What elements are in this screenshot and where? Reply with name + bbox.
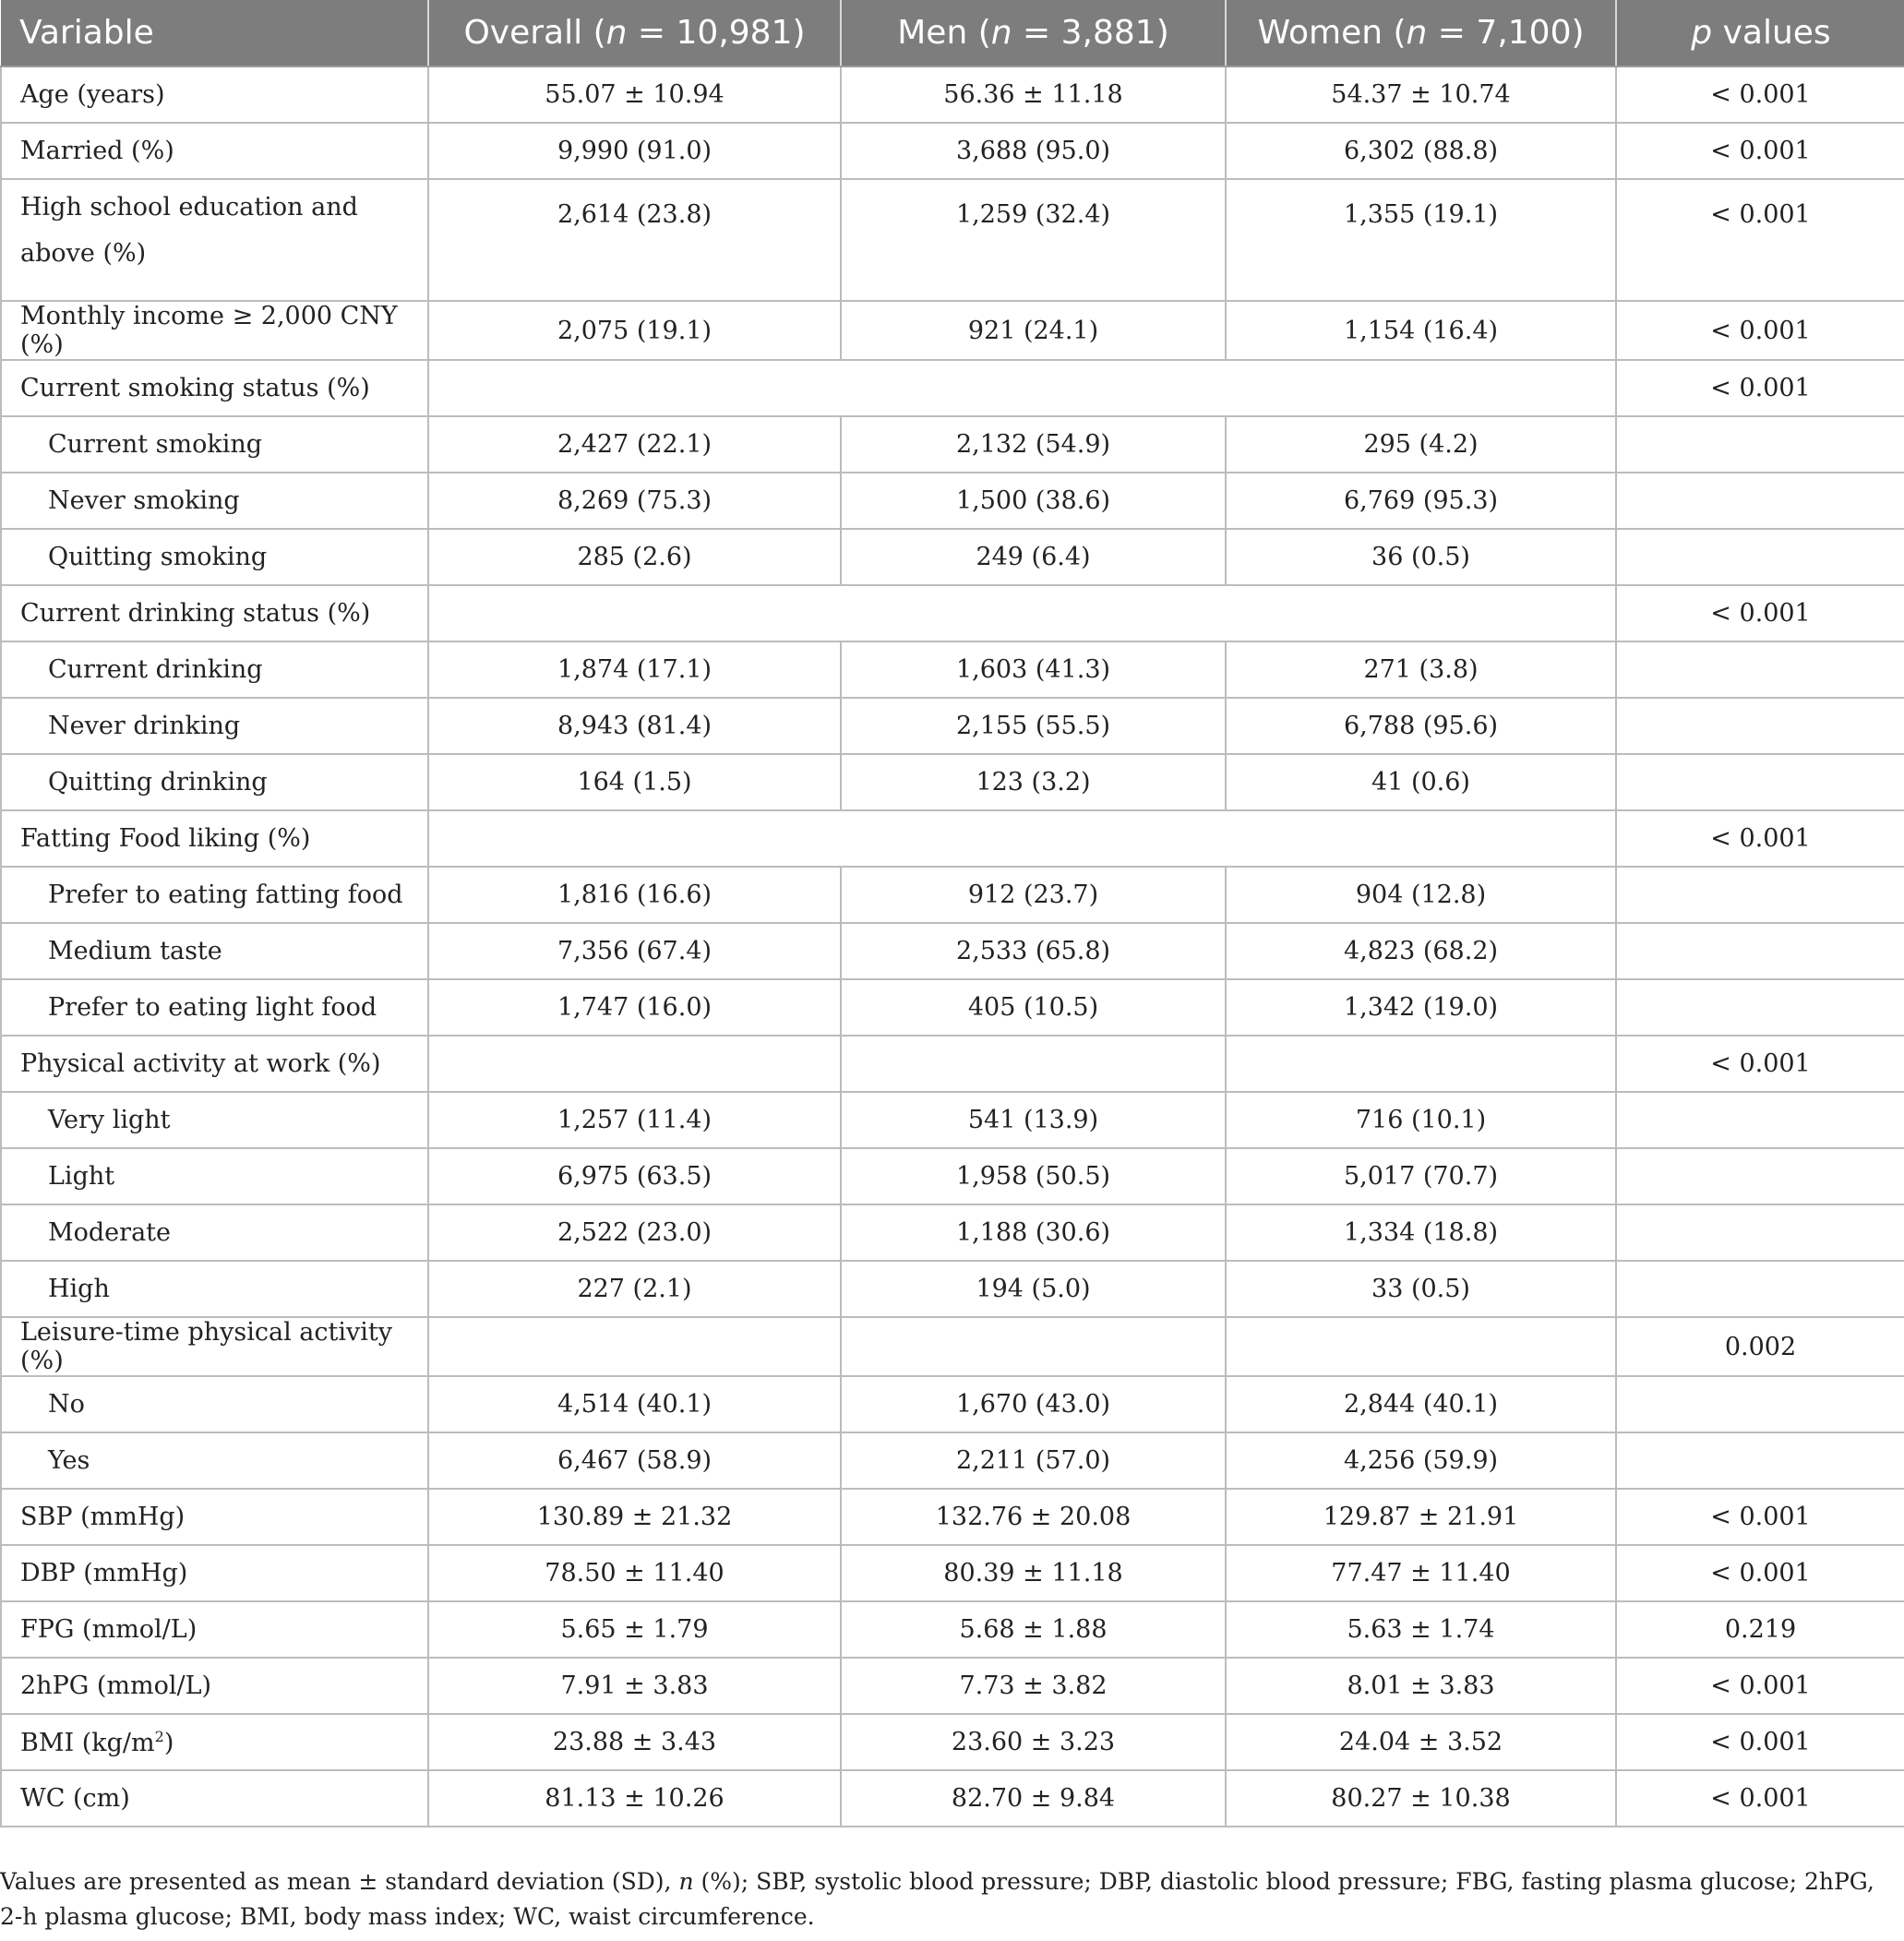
cell-women: 24.04 ± 3.52 xyxy=(1226,1714,1616,1770)
cell-overall: 78.50 ± 11.40 xyxy=(428,1545,841,1601)
cell-women: 33 (0.5) xyxy=(1226,1261,1616,1317)
cell-p xyxy=(1616,979,1904,1036)
cell-empty xyxy=(428,585,1616,641)
table-footnote: Values are presented as mean ± standard deviation (SD), n (%); SBP, systolic blood pressure; DBP, diastolic blood pressure; FBG, fasting plasma glucose; 2hPG, 2-h plasma glucose; BMI, body mass index; WC, waist circumference. xyxy=(0,1868,1874,1930)
table-row xyxy=(1,66,1904,123)
row-label: Prefer to eating fatting food xyxy=(1,867,428,923)
row-label: DBP (mmHg) xyxy=(1,1545,428,1601)
cell-men: 249 (6.4) xyxy=(841,529,1226,585)
table-row xyxy=(1,473,1904,529)
cell-p: < 0.001 xyxy=(1616,1714,1904,1770)
table-row xyxy=(1,698,1904,754)
row-label: Quitting smoking xyxy=(1,529,428,585)
cell-men: 541 (13.9) xyxy=(841,1092,1226,1148)
cell-women: 2,844 (40.1) xyxy=(1226,1376,1616,1432)
table-row xyxy=(1,1148,1904,1204)
table-row-group-header xyxy=(1,1317,1904,1376)
cell-overall: 8,943 (81.4) xyxy=(428,698,841,754)
cell-women: 54.37 ± 10.74 xyxy=(1226,66,1616,123)
table-row xyxy=(1,641,1904,698)
row-label: SBP (mmHg) xyxy=(1,1489,428,1545)
row-label: Married (%) xyxy=(1,123,428,179)
table-header xyxy=(1,0,1904,66)
cell-overall: 55.07 ± 10.94 xyxy=(428,66,841,123)
row-label: High school education and above (%) xyxy=(1,179,428,301)
row-label: Current smoking status (%) xyxy=(1,360,428,416)
cell-p xyxy=(1616,1261,1904,1317)
cell-women: 80.27 ± 10.38 xyxy=(1226,1770,1616,1827)
cell-women: 41 (0.6) xyxy=(1226,754,1616,810)
table-row xyxy=(1,179,1904,301)
cell-men: 2,533 (65.8) xyxy=(841,923,1226,979)
table-row xyxy=(1,979,1904,1036)
cell-p: < 0.001 xyxy=(1616,1036,1904,1092)
cell-p: < 0.001 xyxy=(1616,66,1904,123)
cell-overall: 164 (1.5) xyxy=(428,754,841,810)
cell-p: < 0.001 xyxy=(1616,1658,1904,1714)
table-row xyxy=(1,529,1904,585)
cell-women: 129.87 ± 21.91 xyxy=(1226,1489,1616,1545)
row-label: BMI $(kg/m^2)$ xyxy=(1,1714,428,1770)
cell-women: 1,154 (16.4) xyxy=(1226,301,1616,360)
cell-overall: 2,427 (22.1) xyxy=(428,416,841,473)
table-row xyxy=(1,1770,1904,1827)
cell-men: 56.36 ± 11.18 xyxy=(841,66,1226,123)
cell-overall: 6,467 (58.9) xyxy=(428,1432,841,1489)
row-label: Age (years) xyxy=(1,66,428,123)
cell-overall: 2,075 (19.1) xyxy=(428,301,841,360)
cell-p: < 0.001 xyxy=(1616,1770,1904,1827)
cell-p xyxy=(1616,1376,1904,1432)
cell-men: 1,958 (50.5) xyxy=(841,1148,1226,1204)
cell-empty xyxy=(841,1036,1226,1092)
cell-p: < 0.001 xyxy=(1616,585,1904,641)
cell-p xyxy=(1616,1092,1904,1148)
cell-men: 405 (10.5) xyxy=(841,979,1226,1036)
cell-empty xyxy=(1226,1317,1616,1376)
cell-men: 921 (24.1) xyxy=(841,301,1226,360)
cell-empty xyxy=(428,1036,841,1092)
cell-men: 912 (23.7) xyxy=(841,867,1226,923)
row-label: FPG (mmol/L) xyxy=(1,1601,428,1658)
cell-men: 1,259 (32.4) xyxy=(841,179,1226,301)
cell-p: < 0.001 xyxy=(1616,810,1904,867)
table-row xyxy=(1,1092,1904,1148)
cell-men: 1,188 (30.6) xyxy=(841,1204,1226,1261)
cell-p: < 0.001 xyxy=(1616,360,1904,416)
cell-p xyxy=(1616,867,1904,923)
cell-p xyxy=(1616,698,1904,754)
cell-women: 6,769 (95.3) xyxy=(1226,473,1616,529)
cell-p: < 0.001 xyxy=(1616,301,1904,360)
row-label: Medium taste xyxy=(1,923,428,979)
cell-overall: 2,614 (23.8) xyxy=(428,179,841,301)
cell-women: 1,334 (18.8) xyxy=(1226,1204,1616,1261)
cell-overall: 7.91 ± 3.83 xyxy=(428,1658,841,1714)
cell-p: 0.219 xyxy=(1616,1601,1904,1658)
cell-women: 4,256 (59.9) xyxy=(1226,1432,1616,1489)
cell-p xyxy=(1616,529,1904,585)
cell-overall: 81.13 ± 10.26 xyxy=(428,1770,841,1827)
table-row-group-header xyxy=(1,810,1904,867)
table-row xyxy=(1,1376,1904,1432)
row-label: Never drinking xyxy=(1,698,428,754)
cell-overall: 1,747 (16.0) xyxy=(428,979,841,1036)
cell-overall: 4,514 (40.1) xyxy=(428,1376,841,1432)
table-row xyxy=(1,1545,1904,1601)
cell-p: 0.002 xyxy=(1616,1317,1904,1376)
cell-overall: 130.89 ± 21.32 xyxy=(428,1489,841,1545)
cell-p: < 0.001 xyxy=(1616,179,1904,301)
cell-empty xyxy=(1226,1036,1616,1092)
cell-women: 36 (0.5) xyxy=(1226,529,1616,585)
row-label: Current drinking xyxy=(1,641,428,698)
table-row xyxy=(1,123,1904,179)
row-label: Prefer to eating light food xyxy=(1,979,428,1036)
table-row xyxy=(1,1489,1904,1545)
cell-women: 6,302 (88.8) xyxy=(1226,123,1616,179)
cell-women: 1,355 (19.1) xyxy=(1226,179,1616,301)
row-label: Very light xyxy=(1,1092,428,1148)
cell-men: 132.76 ± 20.08 xyxy=(841,1489,1226,1545)
cell-women: 5.63 ± 1.74 xyxy=(1226,1601,1616,1658)
cell-women: 716 (10.1) xyxy=(1226,1092,1616,1148)
table-row xyxy=(1,754,1904,810)
table-row xyxy=(1,867,1904,923)
cell-p xyxy=(1616,416,1904,473)
cell-empty xyxy=(428,1317,841,1376)
row-label: Monthly income ≥ 2,000 CNY (%) xyxy=(1,301,428,360)
cell-p: < 0.001 xyxy=(1616,123,1904,179)
table-row xyxy=(1,1204,1904,1261)
cell-men: 2,155 (55.5) xyxy=(841,698,1226,754)
cell-women: 4,823 (68.2) xyxy=(1226,923,1616,979)
cell-empty xyxy=(841,1317,1226,1376)
cell-overall: 285 (2.6) xyxy=(428,529,841,585)
row-label: Quitting drinking xyxy=(1,754,428,810)
cell-overall: 1,257 (11.4) xyxy=(428,1092,841,1148)
cell-men: 23.60 ± 3.23 xyxy=(841,1714,1226,1770)
cell-men: 80.39 ± 11.18 xyxy=(841,1545,1226,1601)
cell-empty xyxy=(428,810,1616,867)
table-row-group-header xyxy=(1,1036,1904,1092)
cell-p xyxy=(1616,641,1904,698)
header-overall: Overall (n = 10,981) xyxy=(428,0,841,66)
cell-men: 82.70 ± 9.84 xyxy=(841,1770,1226,1827)
cell-men: 7.73 ± 3.82 xyxy=(841,1658,1226,1714)
table-row xyxy=(1,1432,1904,1489)
header-women: Women (n = 7,100) xyxy=(1226,0,1616,66)
cell-overall: 6,975 (63.5) xyxy=(428,1148,841,1204)
row-label: No xyxy=(1,1376,428,1432)
row-label: High xyxy=(1,1261,428,1317)
cell-men: 194 (5.0) xyxy=(841,1261,1226,1317)
row-label: Current smoking xyxy=(1,416,428,473)
cell-men: 5.68 ± 1.88 xyxy=(841,1601,1226,1658)
cell-men: 1,603 (41.3) xyxy=(841,641,1226,698)
cell-p xyxy=(1616,1204,1904,1261)
row-label: Leisure-time physical activity (%) xyxy=(1,1317,428,1376)
cell-overall: 2,522 (23.0) xyxy=(428,1204,841,1261)
cell-p xyxy=(1616,923,1904,979)
table-row xyxy=(1,1601,1904,1658)
row-label: WC (cm) xyxy=(1,1770,428,1827)
row-label: Fatting Food liking (%) xyxy=(1,810,428,867)
row-label: Light xyxy=(1,1148,428,1204)
row-label: Physical activity at work (%) xyxy=(1,1036,428,1092)
cell-overall: 7,356 (67.4) xyxy=(428,923,841,979)
table-row xyxy=(1,1714,1904,1770)
cell-overall: 1,874 (17.1) xyxy=(428,641,841,698)
cell-women: 6,788 (95.6) xyxy=(1226,698,1616,754)
cell-overall: 23.88 ± 3.43 xyxy=(428,1714,841,1770)
header-variable: Variable xyxy=(1,0,428,66)
table-row xyxy=(1,923,1904,979)
cell-men: 1,670 (43.0) xyxy=(841,1376,1226,1432)
cell-p: < 0.001 xyxy=(1616,1545,1904,1601)
cell-p xyxy=(1616,1148,1904,1204)
cell-women: 5,017 (70.7) xyxy=(1226,1148,1616,1204)
cell-p xyxy=(1616,473,1904,529)
cell-p xyxy=(1616,754,1904,810)
cell-overall: 5.65 ± 1.79 xyxy=(428,1601,841,1658)
cell-men: 3,688 (95.0) xyxy=(841,123,1226,179)
row-label: 2hPG (mmol/L) xyxy=(1,1658,428,1714)
table-row-group-header xyxy=(1,360,1904,416)
header-men: Men (n = 3,881) xyxy=(841,0,1226,66)
table-row xyxy=(1,301,1904,360)
cell-men: 123 (3.2) xyxy=(841,754,1226,810)
table-row xyxy=(1,416,1904,473)
header-p-values: p values xyxy=(1616,0,1904,66)
table-body xyxy=(1,66,1904,1827)
table-row xyxy=(1,1261,1904,1317)
row-label: Current drinking status (%) xyxy=(1,585,428,641)
cell-men: 2,211 (57.0) xyxy=(841,1432,1226,1489)
cell-overall: 8,269 (75.3) xyxy=(428,473,841,529)
table-row-group-header xyxy=(1,585,1904,641)
cell-women: 295 (4.2) xyxy=(1226,416,1616,473)
row-label: Never smoking xyxy=(1,473,428,529)
cell-p: < 0.001 xyxy=(1616,1489,1904,1545)
cell-overall: 1,816 (16.6) xyxy=(428,867,841,923)
cell-men: 2,132 (54.9) xyxy=(841,416,1226,473)
cell-men: 1,500 (38.6) xyxy=(841,473,1226,529)
cell-overall: 227 (2.1) xyxy=(428,1261,841,1317)
cell-women: 77.47 ± 11.40 xyxy=(1226,1545,1616,1601)
cell-women: 1,342 (19.0) xyxy=(1226,979,1616,1036)
cell-overall: 9,990 (91.0) xyxy=(428,123,841,179)
cell-empty xyxy=(428,360,1616,416)
cell-women: 8.01 ± 3.83 xyxy=(1226,1658,1616,1714)
cell-women: 271 (3.8) xyxy=(1226,641,1616,698)
table-row xyxy=(1,1658,1904,1714)
cell-p xyxy=(1616,1432,1904,1489)
row-label: Yes xyxy=(1,1432,428,1489)
cell-women: 904 (12.8) xyxy=(1226,867,1616,923)
row-label: Moderate xyxy=(1,1204,428,1261)
